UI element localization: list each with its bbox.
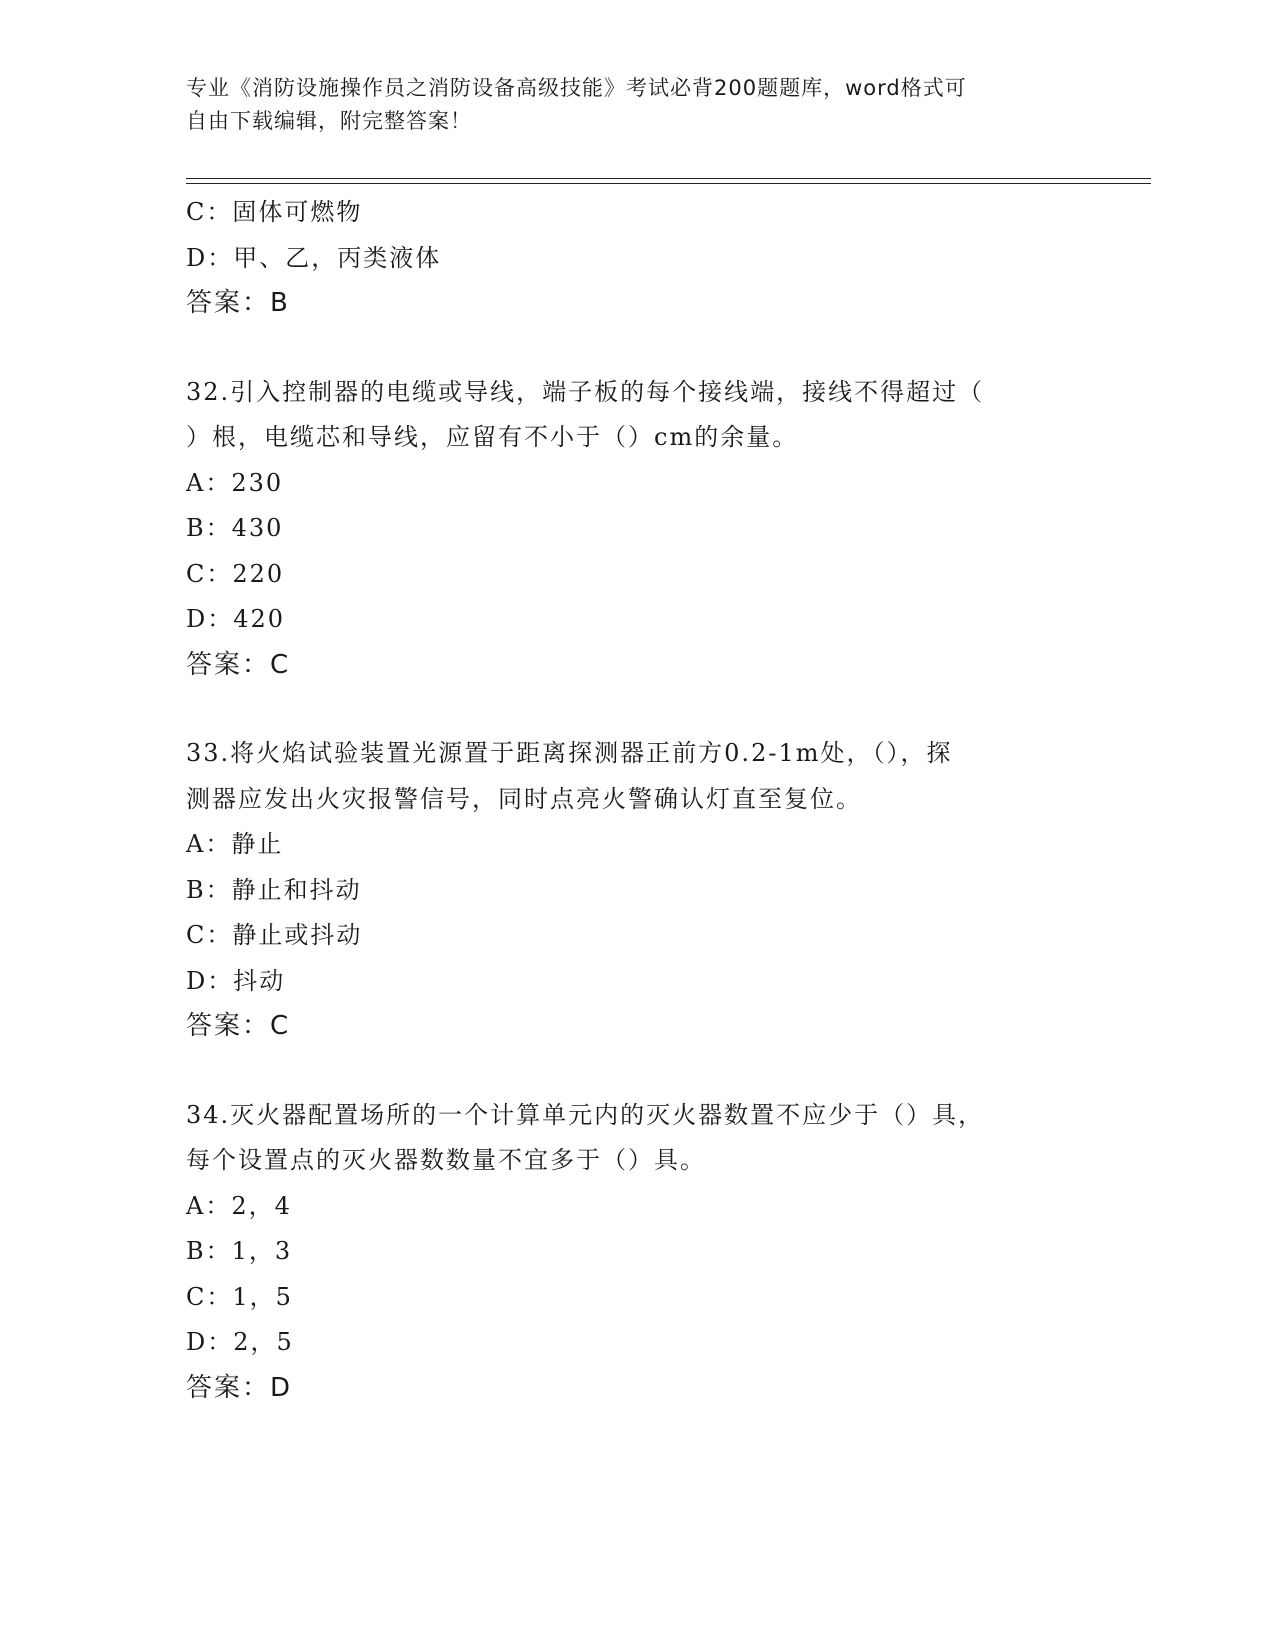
q34-answer: 答案：D [186,1372,293,1403]
q33-option-c: C：静止或抖动 [186,921,363,949]
q32-answer: 答案：C [186,649,291,680]
q33-option-a: A：静止 [186,830,284,858]
q33-option-b: B：静止和抖动 [186,875,362,904]
question-34 [186,1093,1086,1412]
q34-option-d: D：2，5 [186,1328,294,1356]
header-line-1: 专业《消防设施操作员之消防设备高级技能》考试必背200题题库，word格式可 [186,76,967,100]
question-list [186,190,1086,1411]
question-33 [186,731,1086,1050]
q34-stem-line-2: 每个设置点的灭火器数数量不宜多于（）具。 [186,1146,706,1174]
spacer [186,1050,1086,1093]
q32-stem-line-1: 32.引入控制器的电缆或导线，端子板的每个接线端，接线不得超过（ [186,377,985,406]
spacer [186,327,1086,370]
q33-answer: 答案：C [186,1011,291,1041]
q34-option-b: B：1，3 [186,1237,293,1265]
q31-option-c: C：固体可燃物 [186,198,363,226]
q34-option-c: C：1，5 [186,1282,293,1311]
document-header [186,72,1076,138]
q34-option-a: A：2，4 [186,1191,292,1220]
q33-option-d: D：抖动 [186,966,286,995]
header-line-2: 自由下载编辑，附完整答案！ [186,109,472,133]
header-divider-bottom [186,183,1151,184]
header-divider-top [186,178,1151,179]
question-32 [186,370,1086,689]
question-31-tail [186,190,1086,327]
spacer [186,688,1086,731]
q33-stem-line-1: 33.将火焰试验装置光源置于距离探测器正前方0.2-1m处，（），探 [186,739,953,767]
q32-option-b: B：430 [186,514,284,542]
q32-option-c: C：220 [186,559,285,588]
q31-answer: 答案：B [186,288,290,318]
q34-stem-line-1: 34.灭火器配置场所的一个计算单元内的灭火器数置不应少于（）具， [186,1100,985,1129]
q32-option-d: D：420 [186,605,286,633]
q32-option-a: A：230 [186,468,284,497]
q31-option-d: D：甲、乙，丙类液体 [186,243,442,272]
q33-stem-line-2: 测器应发出火灾报警信号，同时点亮火警确认灯直至复位。 [186,784,862,813]
q32-stem-line-2: ）根，电缆芯和导线，应留有不小于（）cm的余量。 [186,423,799,451]
